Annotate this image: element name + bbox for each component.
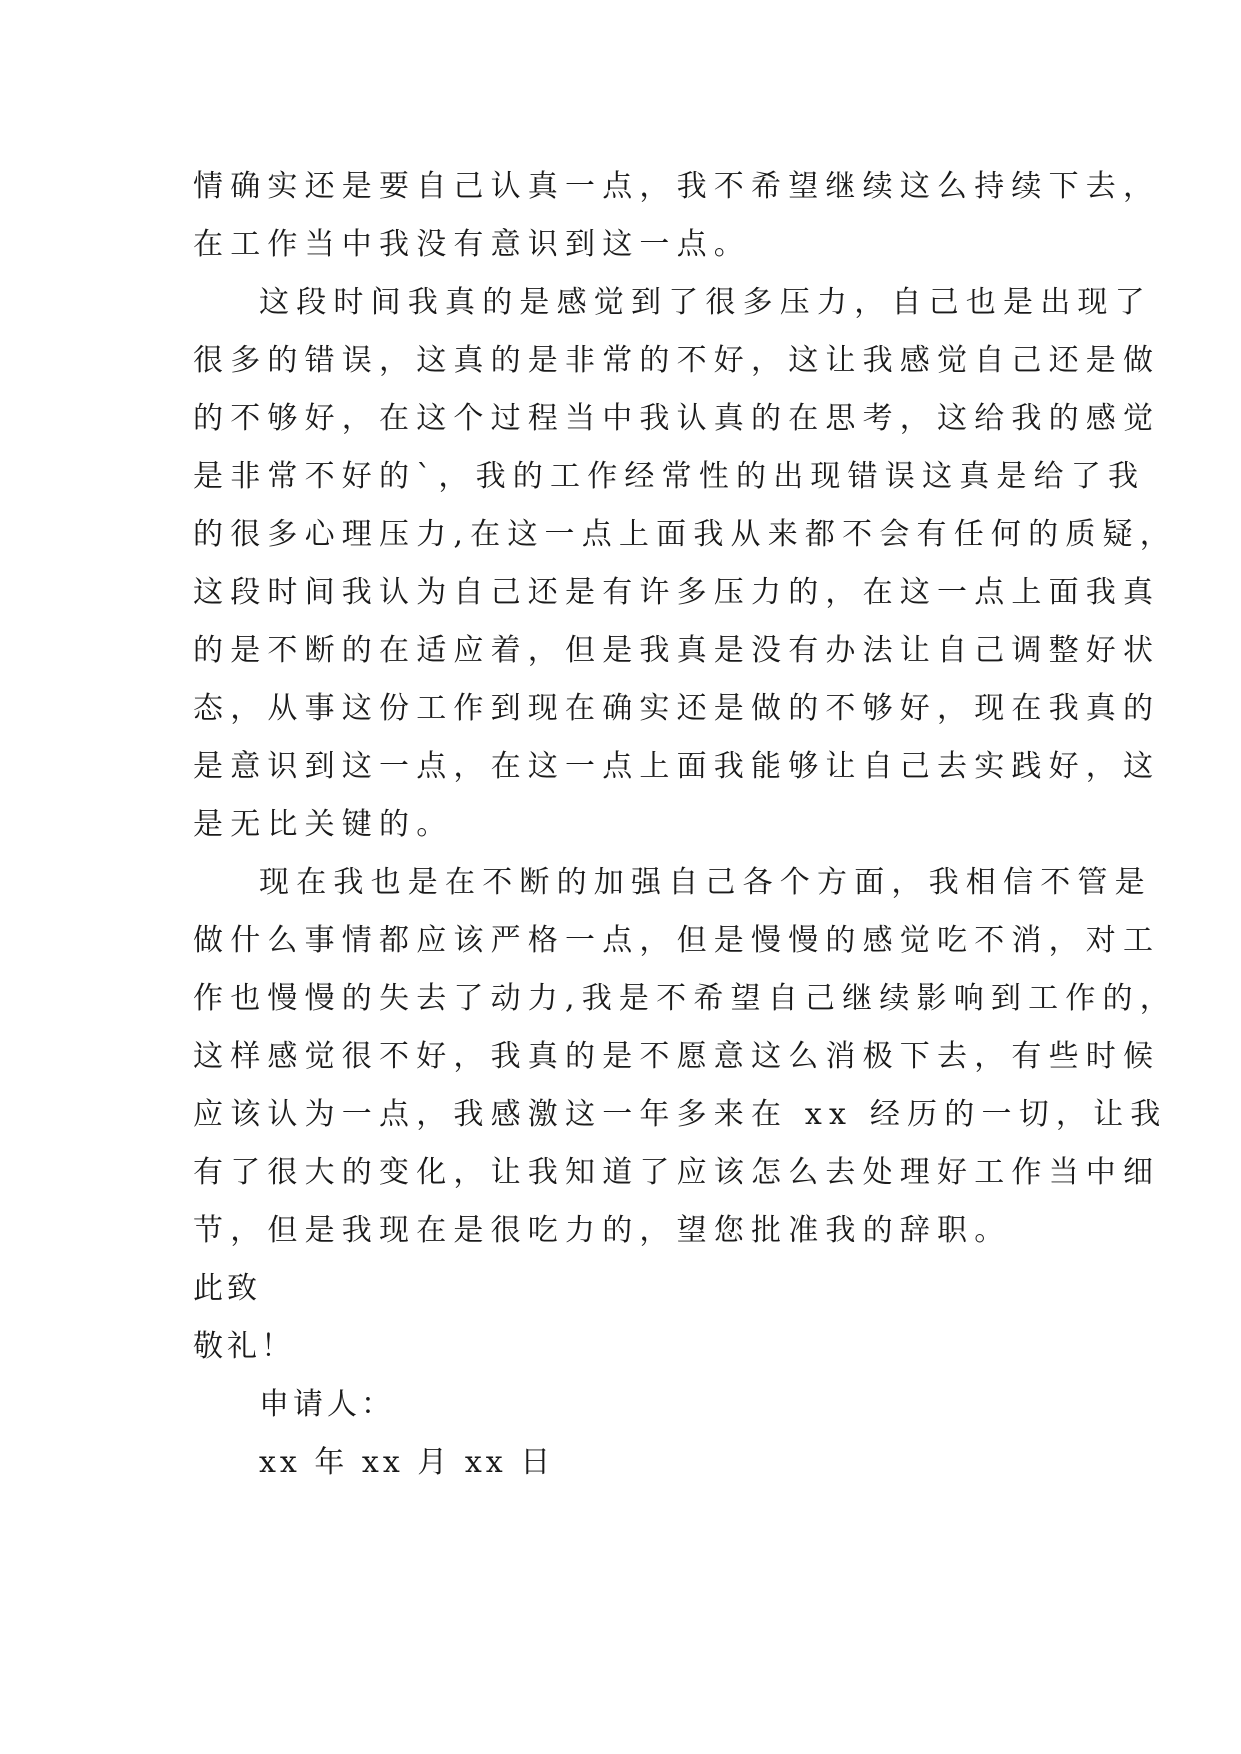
text-line: 的很多心理压力,在这一点上面我从来都不会有任何的质疑， <box>193 517 1177 552</box>
text-line: 的不够好，在这个过程当中我认真的在思考，这给我的感觉 <box>193 401 1161 436</box>
text-line: 是非常不好的`，我的工作经常性的出现错误这真是给了我 <box>193 459 1146 494</box>
closing-greeting: 此致 <box>193 1271 261 1306</box>
closing-salute: 敬礼！ <box>193 1329 295 1364</box>
text-line: 这样感觉很不好，我真的是不愿意这么消极下去，有些时候 <box>193 1039 1161 1074</box>
text-line: 作也慢慢的失去了动力,我是不希望自己继续影响到工作的， <box>193 981 1177 1016</box>
letter-date: xx 年 xx 月 xx 日 <box>259 1445 555 1480</box>
text-line: 这段时间我认为自己还是有许多压力的，在这一点上面我真 <box>193 575 1161 610</box>
applicant-label: 申请人： <box>259 1387 395 1422</box>
paragraph-1 <box>193 158 1161 274</box>
letter-body <box>193 158 1177 1492</box>
text-line: 态，从事这份工作到现在确实还是做的不够好，现在我真的 <box>193 691 1161 726</box>
text-line: 是意识到这一点，在这一点上面我能够让自己去实践好，这 <box>193 749 1161 784</box>
text-line: 情确实还是要自己认真一点，我不希望继续这么持续下去， <box>193 169 1161 204</box>
text-line: 应该认为一点，我感激这一年多来在 xx 经历的一切，让我 <box>193 1097 1168 1132</box>
text-line: 很多的错误，这真的是非常的不好，这让我感觉自己还是做 <box>193 343 1161 378</box>
text-line: 有了很大的变化，让我知道了应该怎么去处理好工作当中细 <box>193 1155 1161 1190</box>
text-line: 节，但是我现在是很吃力的，望您批准我的辞职。 <box>193 1213 1012 1248</box>
paragraph-2 <box>193 274 1177 854</box>
text-line: 是无比关键的。 <box>193 807 454 842</box>
paragraph-3 <box>193 854 1177 1260</box>
text-line: 这段时间我真的是感觉到了很多压力，自己也是出现了 <box>259 285 1152 320</box>
text-line: 现在我也是在不断的加强自己各个方面，我相信不管是 <box>259 865 1152 900</box>
text-line: 在工作当中我没有意识到这一点。 <box>193 227 751 262</box>
text-line: 做什么事情都应该严格一点，但是慢慢的感觉吃不消，对工 <box>193 923 1161 958</box>
text-line: 的是不断的在适应着，但是我真是没有办法让自己调整好状 <box>193 633 1161 668</box>
